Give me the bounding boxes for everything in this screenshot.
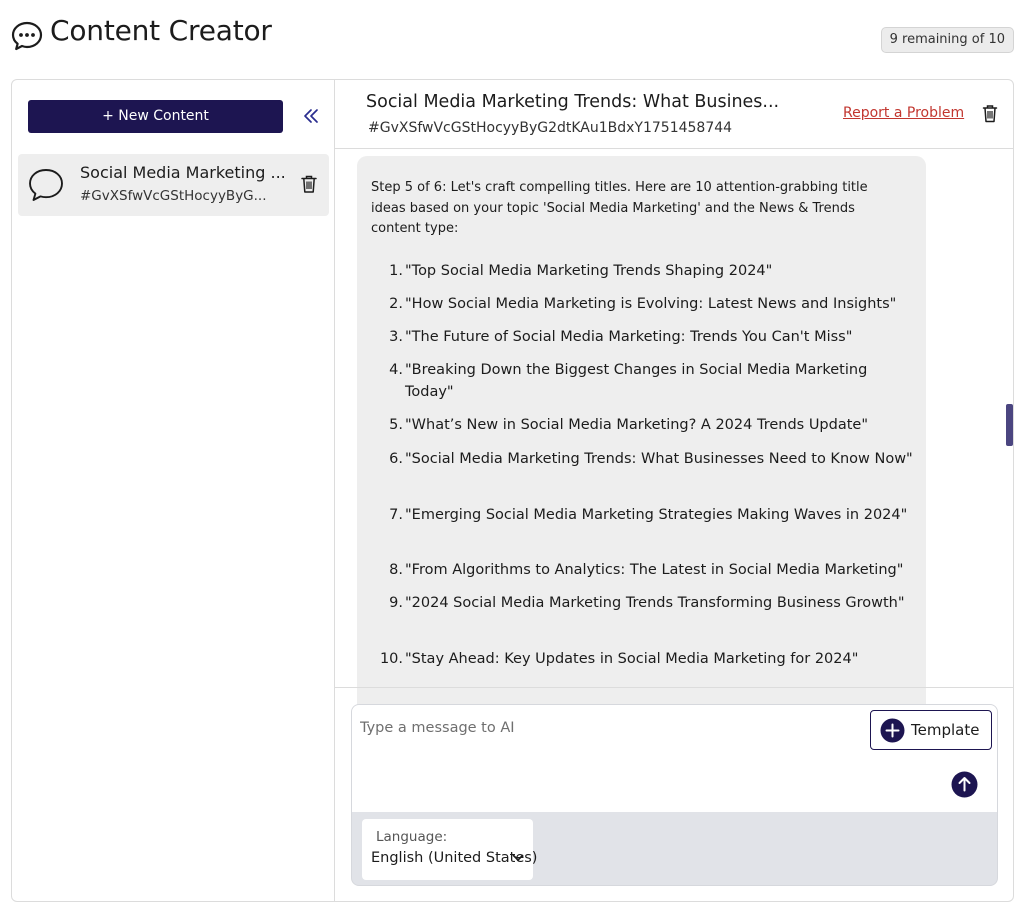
message-intro: Step 5 of 6: Let's craft compelling titles. Here are 10 attention-grabbing title ideas based on your topic 'Social Media Marketing' and the News & Trends content type:	[371, 180, 868, 236]
chat-header	[335, 80, 1013, 149]
list-item-text: "How Social Media Marketing is Evolving: Latest News and Insights"	[405, 296, 897, 312]
list-item-number: 2.	[389, 296, 403, 312]
language-value: English (United States)	[371, 850, 538, 866]
app-header	[0, 0, 1024, 70]
list-item-number: 4.	[389, 362, 403, 378]
chevron-down-icon	[512, 853, 524, 863]
list-item-number: 9.	[389, 595, 403, 611]
language-label: Language:	[376, 829, 448, 845]
list-item-text: "What’s New in Social Media Marketing? A 2024 Trends Update"	[405, 417, 869, 433]
list-item-text: "Top Social Media Marketing Trends Shaping 2024"	[405, 263, 773, 279]
list-item-text: "Social Media Marketing Trends: What Businesses Need to Know Now"	[405, 451, 913, 467]
new-content-button[interactable]: + New Content	[28, 100, 283, 133]
language-select[interactable]	[362, 819, 538, 880]
list-item-text: "The Future of Social Media Marketing: Trends You Can't Miss"	[405, 329, 853, 345]
page-title: Content Creator	[50, 14, 272, 47]
chat-id: #GvXSfwVcGStHocyyByG2dtKAu1BdxY1751458744	[368, 120, 733, 136]
quota-badge: 9 remaining of 10	[881, 27, 1014, 53]
workspace	[11, 79, 1014, 902]
list-item-number: 10.	[379, 651, 403, 667]
list-item-number: 5.	[389, 417, 403, 433]
list-item-text: "Stay Ahead: Key Updates in Social Media Marketing for 2024"	[405, 651, 859, 667]
message-input-area	[352, 705, 997, 812]
plus-circle-icon	[880, 718, 905, 743]
list-item-text: "Breaking Down the Biggest Changes in Social Media Marketing Today"	[405, 362, 868, 400]
template-button-label: Template	[911, 721, 980, 739]
chat-bubble-icon	[27, 167, 65, 203]
list-item-number: 7.	[389, 507, 403, 523]
list-item-number: 6.	[389, 451, 403, 467]
list-item-text: "2024 Social Media Marketing Trends Transforming Business Growth"	[405, 595, 905, 611]
trash-icon[interactable]	[300, 174, 318, 194]
list-item-number: 8.	[389, 562, 403, 578]
conversation-title: Social Media Marketing ...	[80, 163, 286, 182]
chat-bubble-dots-icon	[11, 21, 43, 51]
conversation-id: #GvXSfwVcGStHocyyByG...	[80, 188, 267, 204]
scrollbar-thumb[interactable]	[1006, 404, 1013, 446]
chat-panel	[335, 80, 1013, 901]
double-chevron-left-icon[interactable]	[300, 105, 322, 127]
list-item-text: "Emerging Social Media Marketing Strategies Making Waves in 2024"	[405, 507, 908, 523]
trash-icon[interactable]	[982, 104, 998, 123]
report-problem-link[interactable]: Report a Problem	[843, 105, 965, 121]
chat-title: Social Media Marketing Trends: What Busines...	[366, 92, 780, 112]
message-list[interactable]	[335, 150, 1013, 687]
list-item-text: "From Algorithms to Analytics: The Latest in Social Media Marketing"	[405, 562, 904, 578]
message-input[interactable]	[360, 713, 860, 743]
arrow-up-circle-icon[interactable]	[951, 771, 978, 798]
ai-message-bubble	[357, 156, 926, 716]
composer	[351, 704, 998, 886]
list-item-number: 3.	[389, 329, 403, 345]
conversation-item[interactable]	[18, 154, 329, 216]
template-button[interactable]	[870, 710, 992, 750]
sidebar	[12, 80, 335, 901]
composer-area	[335, 687, 1013, 901]
list-item-number: 1.	[389, 263, 403, 279]
